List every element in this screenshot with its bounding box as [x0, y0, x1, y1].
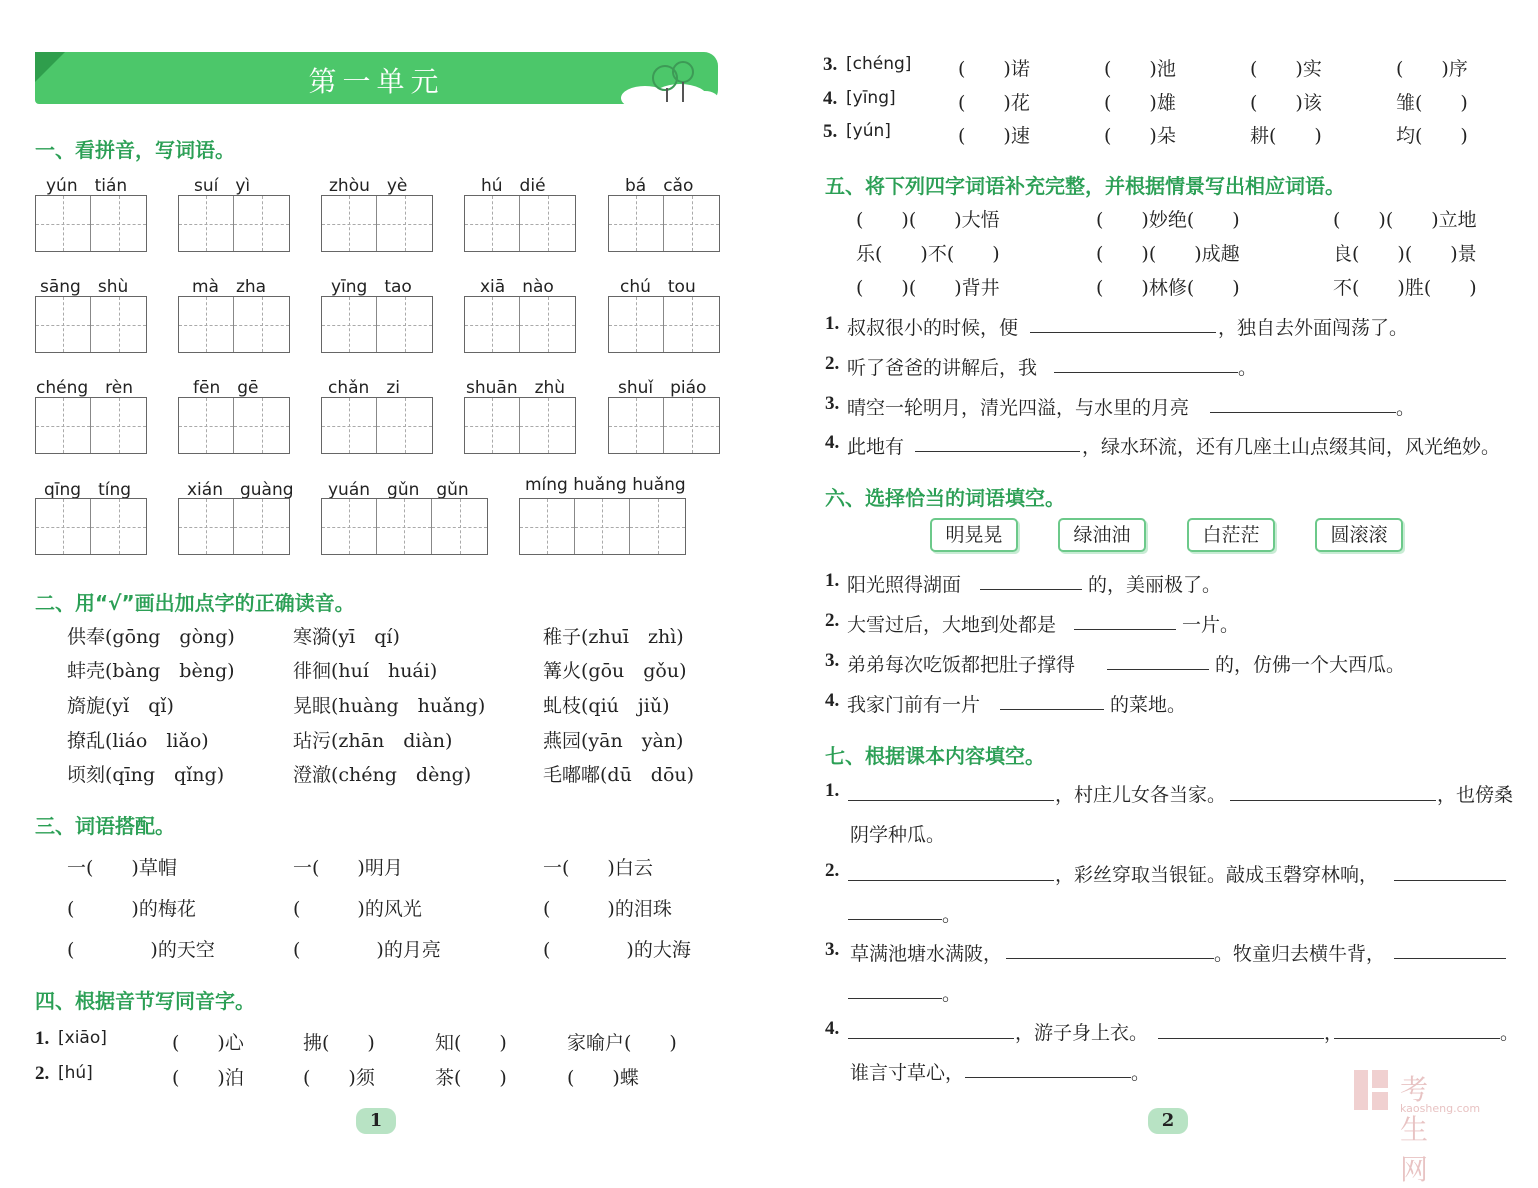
- idiom-blank[interactable]: ( )( )立地: [1333, 209, 1477, 231]
- pinyin-label: suí yì: [194, 176, 251, 196]
- writing-grid[interactable]: [178, 195, 290, 252]
- watermark-logo-icon: [1352, 1068, 1392, 1112]
- section-4-title: 四、根据音节写同音字。: [35, 989, 255, 1013]
- collocation-item[interactable]: 一( )明月: [293, 857, 403, 879]
- item-number: 3.: [825, 939, 840, 960]
- reading-item[interactable]: 蚌壳(bàng bèng): [67, 660, 235, 682]
- syllable-label: [yīng]: [846, 88, 896, 108]
- writing-grid[interactable]: [35, 296, 147, 353]
- answer-line[interactable]: [1006, 958, 1214, 959]
- word-option[interactable]: 圆滚滚: [1315, 518, 1403, 552]
- pinyin-label: hú dié: [481, 176, 546, 196]
- homophone-blank[interactable]: ( )泊: [172, 1067, 244, 1089]
- sentence-text: 听了爸爸的讲解后，我: [847, 357, 1038, 379]
- sentence-text: 我家门前有一片: [847, 694, 981, 716]
- sentence-text: 此地有: [847, 436, 905, 458]
- syllable-label: [chéng]: [846, 54, 912, 74]
- writing-grid[interactable]: [464, 195, 576, 252]
- pinyin-label: qīng tíng: [44, 480, 132, 500]
- collocation-item[interactable]: ( )的大海: [543, 939, 691, 961]
- writing-grid[interactable]: [608, 195, 720, 252]
- sentence-text: 弟弟每次吃饭都把肚子撑得: [847, 654, 1076, 676]
- sentence-text: 的菜地。: [1110, 694, 1187, 716]
- collocation-item[interactable]: ( )的月亮: [293, 939, 441, 961]
- syllable-label: [hú]: [58, 1063, 93, 1083]
- homophone-blank[interactable]: ( )须: [303, 1067, 375, 1089]
- writing-grid[interactable]: [178, 397, 290, 454]
- pinyin-label: xiā nào: [480, 277, 554, 297]
- sentence-text: 。: [1238, 357, 1258, 379]
- sentence-text: 一片。: [1182, 614, 1240, 636]
- answer-line[interactable]: [1107, 669, 1209, 670]
- poem-text: 。: [942, 904, 962, 926]
- section-1-title: 一、看拼音，写词语。: [35, 138, 235, 162]
- collocation-item[interactable]: ( )的梅花: [67, 898, 196, 920]
- answer-line[interactable]: [1074, 629, 1176, 630]
- reading-item[interactable]: 徘徊(huí huái): [293, 660, 438, 682]
- word-option[interactable]: 绿油油: [1058, 518, 1146, 552]
- homophone-blank[interactable]: 雏( ): [1396, 92, 1468, 114]
- item-number: 3.: [823, 54, 838, 75]
- idiom-blank[interactable]: ( )( )背井: [856, 277, 1000, 299]
- sentence-text: 的，美丽极了。: [1088, 574, 1222, 596]
- answer-line[interactable]: [1230, 800, 1436, 801]
- sentence-text: 的，仿佛一个大西瓜。: [1215, 654, 1406, 676]
- item-number: 3.: [825, 650, 840, 671]
- answer-line[interactable]: [848, 919, 942, 920]
- sentence-text: 。: [1396, 397, 1416, 419]
- idiom-blank[interactable]: ( )妙绝( ): [1096, 209, 1240, 231]
- reading-item[interactable]: 撩乱(liáo liǎo): [67, 730, 209, 752]
- item-number: 4.: [823, 88, 838, 109]
- syllable-label: [xiāo]: [58, 1028, 107, 1048]
- item-number: 1.: [825, 570, 840, 591]
- answer-line[interactable]: [848, 800, 1054, 801]
- homophone-blank[interactable]: ( )蝶: [567, 1067, 639, 1089]
- item-number: 4.: [825, 432, 840, 453]
- word-option[interactable]: 白茫茫: [1187, 518, 1275, 552]
- writing-grid[interactable]: [178, 498, 290, 555]
- poem-text: 谁言寸草心，: [850, 1062, 965, 1084]
- item-number: 2.: [825, 860, 840, 881]
- poem-text: 。: [1131, 1062, 1151, 1084]
- answer-line[interactable]: [915, 451, 1080, 452]
- writing-grid[interactable]: [464, 397, 576, 454]
- sentence-text: 大雪过后，大地到处都是: [847, 614, 1057, 636]
- poem-text: 。牧童归去横牛背，: [1214, 943, 1386, 965]
- writing-grid[interactable]: [178, 296, 290, 353]
- homophone-blank[interactable]: ( )池: [1104, 58, 1176, 80]
- pinyin-label: yún tián: [46, 176, 128, 196]
- homophone-blank[interactable]: ( )实: [1250, 58, 1322, 80]
- pinyin-label: yuán gǔn gǔn: [328, 480, 469, 500]
- writing-grid[interactable]: [608, 296, 720, 353]
- watermark-en: kaosheng.com: [1400, 1102, 1481, 1115]
- writing-grid[interactable]: [321, 296, 433, 353]
- reading-item[interactable]: 虬枝(qiú jiǔ): [543, 695, 670, 717]
- sentence-text: ，独自去外面闯荡了。: [1218, 317, 1409, 339]
- item-number: 5.: [823, 121, 838, 142]
- poem-text: 阴学种瓜。: [850, 824, 946, 846]
- reading-item[interactable]: 毛嘟嘟(dū dōu): [543, 764, 695, 786]
- item-number: 2.: [35, 1063, 50, 1084]
- item-number: 3.: [825, 393, 840, 414]
- writing-grid[interactable]: [519, 498, 686, 555]
- homophone-blank[interactable]: ( )序: [1396, 58, 1468, 80]
- tree-cloud-icon: [625, 58, 715, 104]
- idiom-blank[interactable]: ( )( )大悟: [856, 209, 1000, 231]
- word-option[interactable]: 明晃晃: [930, 518, 1018, 552]
- sentence-text: ，绿水环流，还有几座土山点缀其间，风光绝妙。: [1082, 436, 1501, 458]
- writing-grid[interactable]: [608, 397, 720, 454]
- answer-line[interactable]: [1158, 1038, 1324, 1039]
- poem-text: ，彩丝穿取当银钲。敲成玉磬穿林响，: [1055, 864, 1379, 886]
- writing-grid[interactable]: [321, 498, 488, 555]
- section-5-title: 五、将下列四字词语补充完整，并根据情景写出相应词语。: [825, 174, 1345, 198]
- homophone-blank[interactable]: ( )诺: [958, 58, 1030, 80]
- reading-item[interactable]: 澄澈(chéng dèng): [293, 764, 472, 786]
- item-number: 1.: [825, 780, 840, 801]
- answer-line[interactable]: [848, 880, 1054, 881]
- writing-grid[interactable]: [35, 498, 147, 555]
- section-3-title: 三、词语搭配。: [35, 814, 175, 838]
- sentence-text: 叔叔很小的时候，便: [847, 317, 1019, 339]
- pinyin-label: míng huǎng huǎng: [525, 475, 686, 495]
- pinyin-label: shuǐ piáo: [618, 378, 707, 398]
- item-number: 1.: [825, 313, 840, 334]
- pinyin-label: chǎn zi: [328, 378, 400, 398]
- sentence-text: 阳光照得湖面: [847, 574, 962, 596]
- poem-text: ，村庄儿女各当家。: [1055, 784, 1227, 806]
- writing-grid[interactable]: [321, 397, 433, 454]
- answer-line[interactable]: [848, 1038, 1014, 1039]
- collocation-item[interactable]: 一( )草帽: [67, 857, 177, 879]
- watermark-cn: 考生网: [1400, 1073, 1431, 1186]
- page-number-2: 2: [1148, 1108, 1188, 1134]
- idiom-blank[interactable]: 乐( )不( ): [856, 243, 1000, 265]
- reading-item[interactable]: 晃眼(huàng huǎng): [293, 695, 486, 717]
- item-number: 1.: [35, 1028, 50, 1049]
- homophone-blank[interactable]: ( )朵: [1104, 125, 1176, 147]
- unit-title: 第一单元: [308, 65, 445, 98]
- banner-bg: [35, 52, 718, 104]
- section-2-title: 二、用“√”画出加点字的正确读音。: [35, 591, 355, 615]
- item-number: 4.: [825, 1018, 840, 1039]
- homophone-blank[interactable]: 均( ): [1396, 125, 1468, 147]
- homophone-blank[interactable]: ( )花: [958, 92, 1030, 114]
- poem-text: 。: [1500, 1022, 1520, 1044]
- poem-text: ，游子身上衣。: [1015, 1022, 1149, 1044]
- answer-line[interactable]: [1394, 880, 1506, 881]
- pinyin-label: zhòu yè: [329, 176, 408, 196]
- reading-item[interactable]: 供奉(gōng gòng): [67, 626, 235, 648]
- poem-text: 。: [942, 983, 962, 1005]
- idiom-blank[interactable]: 良( )( )景: [1333, 243, 1477, 265]
- homophone-blank[interactable]: 知( ): [435, 1032, 507, 1054]
- pinyin-label: chú tou: [620, 277, 696, 297]
- homophone-blank[interactable]: ( )心: [172, 1032, 244, 1054]
- reading-item[interactable]: 顷刻(qīng qǐng): [67, 764, 225, 786]
- pinyin-label: xián guàng: [187, 480, 294, 500]
- pinyin-label: shuān zhù: [466, 378, 566, 398]
- reading-item[interactable]: 篝火(gōu gǒu): [543, 660, 687, 682]
- section-6-title: 六、选择恰当的词语填空。: [825, 486, 1065, 510]
- answer-line[interactable]: [1030, 332, 1216, 333]
- answer-line[interactable]: [1054, 372, 1238, 373]
- answer-line[interactable]: [1394, 958, 1506, 959]
- poem-text: ，: [1324, 1022, 1344, 1044]
- writing-grid[interactable]: [35, 397, 147, 454]
- item-number: 2.: [825, 610, 840, 631]
- answer-line[interactable]: [1334, 1038, 1500, 1039]
- reading-item[interactable]: 寒漪(yī qí): [293, 626, 400, 648]
- homophone-blank[interactable]: 耕( ): [1250, 125, 1322, 147]
- item-number: 2.: [825, 353, 840, 374]
- pinyin-label: mà zha: [192, 277, 267, 297]
- homophone-blank[interactable]: 家喻户( ): [567, 1032, 677, 1054]
- pinyin-label: chéng rèn: [36, 378, 133, 398]
- reading-item[interactable]: 玷污(zhān diàn): [293, 730, 453, 752]
- collocation-item[interactable]: ( )的风光: [293, 898, 422, 920]
- collocation-item[interactable]: ( )的天空: [67, 939, 215, 961]
- reading-item[interactable]: 稚子(zhuī zhì): [543, 626, 684, 648]
- writing-grid[interactable]: [35, 195, 147, 252]
- section-7-title: 七、根据课本内容填空。: [825, 744, 1045, 768]
- item-number: 4.: [825, 690, 840, 711]
- answer-line[interactable]: [980, 589, 1082, 590]
- reading-item[interactable]: 旖旎(yǐ qǐ): [67, 695, 174, 717]
- pinyin-label: bá cǎo: [625, 176, 694, 196]
- homophone-blank[interactable]: 茶( ): [435, 1067, 507, 1089]
- homophone-blank[interactable]: ( )雄: [1104, 92, 1176, 114]
- collocation-item[interactable]: 一( )白云: [543, 857, 653, 879]
- pinyin-label: sāng shù: [40, 277, 129, 297]
- poem-text: 草满池塘水满陂，: [850, 943, 1003, 965]
- answer-line[interactable]: [1000, 709, 1104, 710]
- answer-line[interactable]: [1210, 412, 1396, 413]
- pinyin-label: fēn gē: [193, 378, 259, 398]
- answer-line[interactable]: [965, 1077, 1131, 1078]
- answer-line[interactable]: [848, 998, 942, 999]
- syllable-label: [yún]: [846, 121, 891, 141]
- writing-grid[interactable]: [464, 296, 576, 353]
- writing-grid[interactable]: [321, 195, 433, 252]
- collocation-item[interactable]: ( )的泪珠: [543, 898, 672, 920]
- poem-text: ，也傍桑: [1437, 784, 1514, 806]
- homophone-blank[interactable]: ( )该: [1250, 92, 1322, 114]
- idiom-blank[interactable]: ( )林修( ): [1096, 277, 1240, 299]
- sentence-text: 晴空一轮明月，清光四溢，与水里的月亮: [847, 397, 1190, 419]
- homophone-blank[interactable]: 拂( ): [303, 1032, 375, 1054]
- pinyin-label: yīng tao: [331, 277, 412, 297]
- idiom-blank[interactable]: 不( )胜( ): [1333, 277, 1477, 299]
- reading-item[interactable]: 燕园(yān yàn): [543, 730, 684, 752]
- idiom-blank[interactable]: ( )( )成趣: [1096, 243, 1240, 265]
- page-number-1: 1: [356, 1108, 396, 1134]
- homophone-blank[interactable]: ( )速: [958, 125, 1030, 147]
